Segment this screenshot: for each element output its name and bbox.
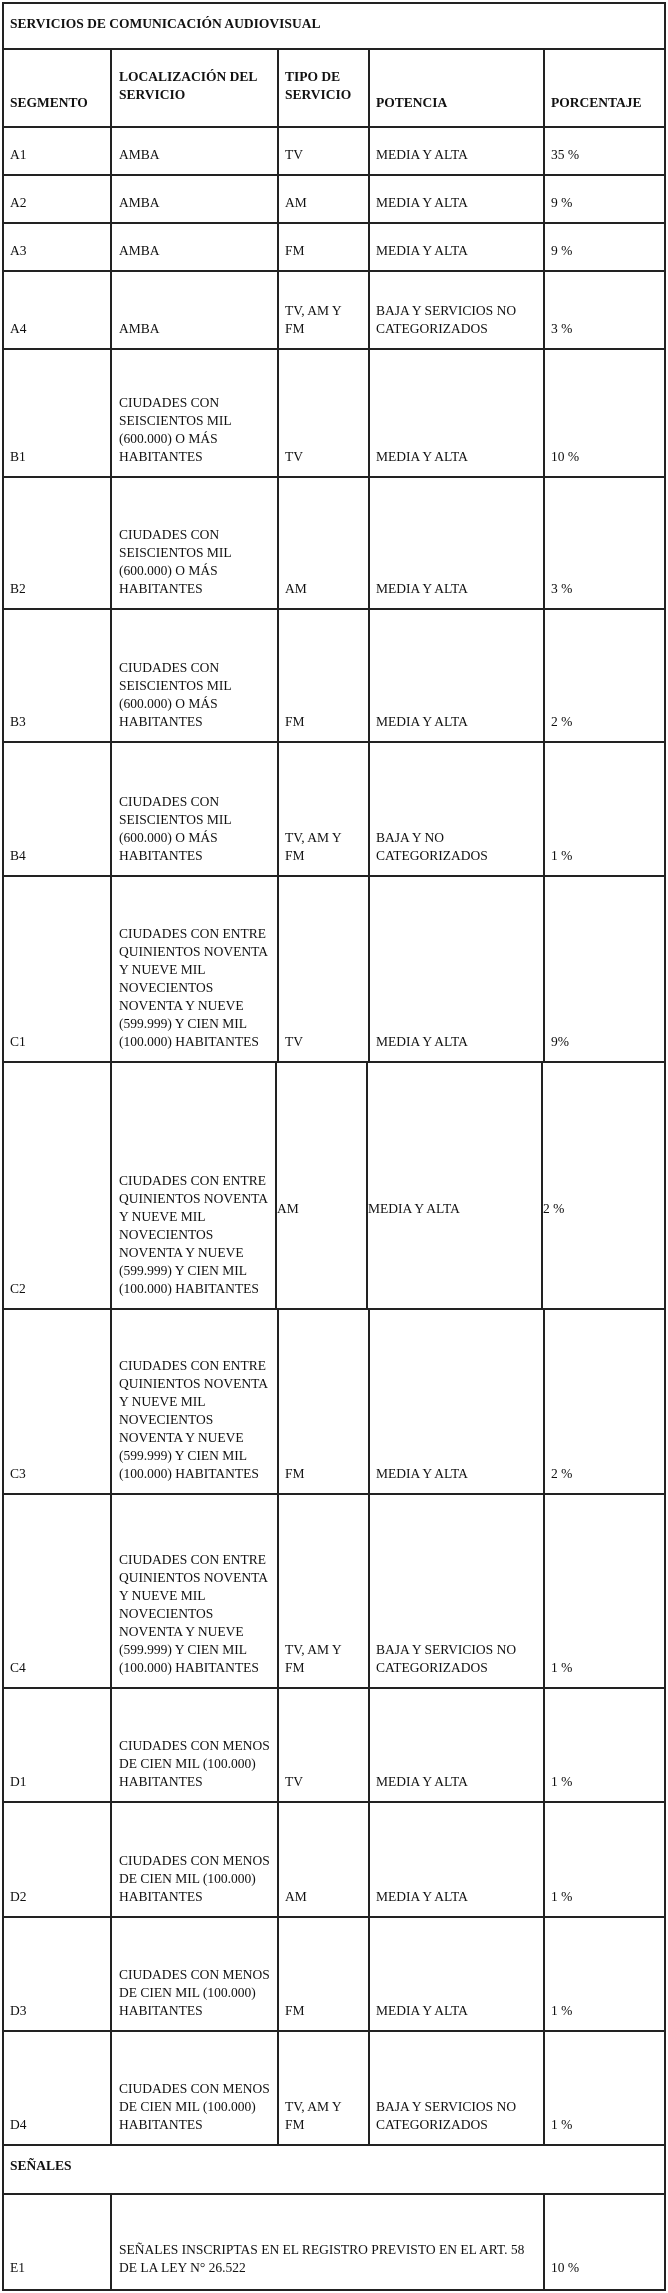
cell-localizacion: CIUDADES CON SEISCIENTOS MIL (600.000) O MÁS HABITANTES [119, 395, 232, 464]
cell-porcentaje: 2 % [543, 1201, 565, 1216]
cell-localizacion: CIUDADES CON ENTRE QUINIENTOS NOVENTA Y NUEVE MIL NOVECIENTOS NOVENTA Y NUEVE (599.999) Y CIEN MIL (100.000) HABITANTES [119, 926, 269, 1049]
row-divider [2, 476, 666, 478]
cell-segmento: A2 [10, 195, 27, 210]
column-header-tipo: TIPO DE SERVICIO [285, 69, 352, 102]
section-title-divider [2, 48, 666, 50]
row-divider [2, 1916, 666, 1918]
row-column-line [277, 128, 279, 176]
cell-potencia: MEDIA Y ALTA [368, 1201, 460, 1216]
cell-porcentaje: 1 % [551, 1774, 573, 1789]
row-column-line [110, 743, 112, 877]
header-column-line [110, 50, 112, 128]
cell-segmento: C3 [10, 1466, 26, 1481]
cell-segmento: D1 [10, 1774, 27, 1789]
row-column-line [368, 610, 370, 743]
row-column-line [277, 350, 279, 478]
row-column-line [543, 176, 545, 224]
senales-border-left [2, 2146, 4, 2291]
cell-localizacion: CIUDADES CON MENOS DE CIEN MIL (100.000) HABITANTES [119, 1853, 270, 1904]
row-column-line [110, 224, 112, 272]
row-column-line [368, 1689, 370, 1803]
row-column-line [277, 610, 279, 743]
row-column-line [543, 1689, 545, 1803]
cell-tipo: TV, AM Y FM [285, 2099, 342, 2132]
cell-potencia: MEDIA Y ALTA [376, 147, 468, 162]
cell-segmento: D2 [10, 1889, 27, 1904]
cell-porcentaje: 9 % [551, 195, 573, 210]
row-column-line [543, 877, 545, 1063]
row-column-line [277, 176, 279, 224]
cell-segmento: B3 [10, 714, 26, 729]
row-column-line [368, 128, 370, 176]
row-divider [2, 1061, 666, 1063]
cell-localizacion: CIUDADES CON ENTRE QUINIENTOS NOVENTA Y NUEVE MIL NOVECIENTOS NOVENTA Y NUEVE (599.999) Y CIEN MIL (100.000) HABITANTES [119, 1358, 269, 1481]
row-column-line [366, 1063, 368, 1310]
cell-porcentaje: 9% [551, 1034, 569, 1049]
row-column-line [368, 1495, 370, 1689]
row-divider [2, 1493, 666, 1495]
row-column-line [541, 1063, 543, 1310]
cell-localizacion: AMBA [119, 321, 160, 336]
row-column-line [543, 1918, 545, 2032]
row-column-line [110, 1495, 112, 1689]
cell-potencia: MEDIA Y ALTA [376, 1034, 468, 1049]
row-column-line [543, 272, 545, 350]
cell-tipo: TV, AM Y FM [285, 1642, 342, 1675]
column-header-localizacion: LOCALIZACIÓN DEL SERVICIO [119, 69, 258, 102]
cell-tipo: TV [285, 449, 303, 464]
row-column-line [277, 743, 279, 877]
cell-potencia: MEDIA Y ALTA [376, 243, 468, 258]
row-column-line [277, 1918, 279, 2032]
row-column-line [110, 1803, 112, 1918]
row-column-line [277, 877, 279, 1063]
cell-porcentaje: 2 % [551, 714, 573, 729]
cell-porcentaje: 35 % [551, 147, 580, 162]
cell-localizacion: CIUDADES CON MENOS DE CIEN MIL (100.000) HABITANTES [119, 1967, 270, 2018]
row-column-line [543, 1310, 545, 1495]
header-row-divider [2, 126, 666, 128]
row-column-line [543, 1803, 545, 1918]
row-column-line [543, 2032, 545, 2146]
row-column-line [277, 2032, 279, 2146]
row-column-line [368, 478, 370, 610]
row-divider [2, 875, 666, 877]
row-divider [2, 174, 666, 176]
cell-porcentaje: 9 % [551, 243, 573, 258]
cell-potencia: BAJA Y NO CATEGORIZADOS [376, 830, 488, 863]
cell-localizacion: CIUDADES CON MENOS DE CIEN MIL (100.000) HABITANTES [119, 1738, 270, 1789]
senales-title-divider [2, 2193, 666, 2195]
cell-potencia: MEDIA Y ALTA [376, 714, 468, 729]
cell-tipo: AM [285, 1889, 307, 1904]
cell-potencia: MEDIA Y ALTA [376, 195, 468, 210]
row-divider [2, 2030, 666, 2032]
cell-segmento: C2 [10, 1281, 26, 1296]
cell-tipo: FM [285, 1466, 305, 1481]
cell-localizacion: CIUDADES CON ENTRE QUINIENTOS NOVENTA Y NUEVE MIL NOVECIENTOS NOVENTA Y NUEVE (599.999) Y CIEN MIL (100.000) HABITANTES [119, 1173, 269, 1296]
cell-segmento: D3 [10, 2003, 27, 2018]
cell-potencia: BAJA Y SERVICIOS NO CATEGORIZADOS [376, 2099, 517, 2132]
cell-localizacion: AMBA [119, 243, 160, 258]
row-divider [2, 1687, 666, 1689]
row-column-line [543, 478, 545, 610]
row-column-line [277, 1689, 279, 1803]
cell-potencia: BAJA Y SERVICIOS NO CATEGORIZADOS [376, 1642, 517, 1675]
row-column-line [543, 743, 545, 877]
cell-segmento: B2 [10, 581, 26, 596]
cell-segmento: C4 [10, 1660, 26, 1675]
cell-localizacion: CIUDADES CON SEISCIENTOS MIL (600.000) O MÁS HABITANTES [119, 527, 232, 596]
cell-tipo: TV [285, 147, 303, 162]
cell-tipo: TV, AM Y FM [285, 830, 342, 863]
cell-segmento: A1 [10, 147, 27, 162]
row-column-line [110, 478, 112, 610]
cell-segmento: A3 [10, 243, 27, 258]
cell-segmento: C1 [10, 1034, 26, 1049]
row-divider [2, 2144, 666, 2146]
row-column-line [368, 350, 370, 478]
cell-tipo: FM [285, 2003, 305, 2018]
row-column-line [543, 1495, 545, 1689]
cell-porcentaje: 10 % [551, 449, 580, 464]
row-column-line [368, 743, 370, 877]
row-divider [2, 608, 666, 610]
senales-column-line [110, 2195, 112, 2291]
row-column-line [110, 176, 112, 224]
row-column-line [277, 1495, 279, 1689]
cell-segmento: B4 [10, 848, 26, 863]
header-column-line [543, 50, 545, 128]
row-divider [2, 270, 666, 272]
senales-cell-descripcion: SEÑALES INSCRIPTAS EN EL REGISTRO PREVISTO EN EL ART. 58 DE LA LEY N° 26.522 [119, 2242, 525, 2275]
cell-segmento: A4 [10, 321, 27, 336]
cell-segmento: B1 [10, 449, 26, 464]
cell-potencia: MEDIA Y ALTA [376, 2003, 468, 2018]
cell-porcentaje: 1 % [551, 2117, 573, 2132]
cell-tipo: TV [285, 1774, 303, 1789]
senales-cell-segmento: E1 [10, 2260, 25, 2275]
table-border-left [2, 2, 4, 2146]
column-header-potencia: POTENCIA [376, 95, 448, 110]
row-column-line [277, 1803, 279, 1918]
cell-porcentaje: 1 % [551, 1889, 573, 1904]
row-column-line [110, 1310, 112, 1495]
cell-tipo: AM [285, 581, 307, 596]
senales-cell-porcentaje: 10 % [551, 2260, 580, 2275]
row-column-line [277, 224, 279, 272]
row-column-line [277, 1310, 279, 1495]
cell-localizacion: AMBA [119, 195, 160, 210]
cell-tipo: FM [285, 243, 305, 258]
cell-localizacion: CIUDADES CON SEISCIENTOS MIL (600.000) O MÁS HABITANTES [119, 660, 232, 729]
row-divider [2, 1801, 666, 1803]
cell-potencia: MEDIA Y ALTA [376, 1774, 468, 1789]
cell-localizacion: CIUDADES CON ENTRE QUINIENTOS NOVENTA Y NUEVE MIL NOVECIENTOS NOVENTA Y NUEVE (599.999) Y CIEN MIL (100.000) HABITANTES [119, 1552, 269, 1675]
cell-porcentaje: 1 % [551, 1660, 573, 1675]
row-divider [2, 741, 666, 743]
cell-tipo: TV [285, 1034, 303, 1049]
senales-title: SEÑALES [10, 2158, 72, 2173]
row-column-line [368, 176, 370, 224]
table-border-bottom [2, 2289, 666, 2291]
cell-tipo: FM [285, 714, 305, 729]
row-column-line [110, 2032, 112, 2146]
section-title: SERVICIOS DE COMUNICACIÓN AUDIOVISUAL [10, 16, 321, 31]
row-column-line [110, 272, 112, 350]
row-column-line [277, 272, 279, 350]
column-header-porcentaje: PORCENTAJE [551, 95, 642, 110]
row-column-line [110, 350, 112, 478]
row-column-line [277, 478, 279, 610]
cell-potencia: MEDIA Y ALTA [376, 1466, 468, 1481]
cell-potencia: BAJA Y SERVICIOS NO CATEGORIZADOS [376, 303, 517, 336]
row-column-line [110, 610, 112, 743]
row-column-line [543, 350, 545, 478]
senales-border-right [664, 2146, 666, 2291]
row-column-line [110, 1063, 112, 1310]
row-column-line [368, 877, 370, 1063]
row-column-line [110, 1689, 112, 1803]
cell-porcentaje: 1 % [551, 848, 573, 863]
row-divider [2, 348, 666, 350]
header-column-line [277, 50, 279, 128]
row-column-line [110, 1918, 112, 2032]
row-column-line [110, 128, 112, 176]
senales-column-line [543, 2195, 545, 2291]
cell-porcentaje: 3 % [551, 321, 573, 336]
cell-potencia: MEDIA Y ALTA [376, 581, 468, 596]
row-divider [2, 1308, 666, 1310]
row-column-line [543, 610, 545, 743]
row-column-line [368, 1803, 370, 1918]
cell-porcentaje: 3 % [551, 581, 573, 596]
row-column-line [110, 877, 112, 1063]
cell-potencia: MEDIA Y ALTA [376, 449, 468, 464]
cell-localizacion: CIUDADES CON MENOS DE CIEN MIL (100.000) HABITANTES [119, 2081, 270, 2132]
column-header-segmento: SEGMENTO [10, 95, 88, 110]
cell-tipo: TV, AM Y FM [285, 303, 342, 336]
row-column-line [368, 224, 370, 272]
cell-segmento: D4 [10, 2117, 27, 2132]
row-column-line [368, 272, 370, 350]
row-column-line [368, 1918, 370, 2032]
row-column-line [368, 2032, 370, 2146]
cell-tipo: AM [277, 1201, 299, 1216]
row-divider [2, 222, 666, 224]
row-column-line [275, 1063, 277, 1310]
cell-localizacion: CIUDADES CON SEISCIENTOS MIL (600.000) O MÁS HABITANTES [119, 794, 232, 863]
table-border-top [2, 2, 666, 4]
row-column-line [543, 224, 545, 272]
header-column-line [368, 50, 370, 128]
row-column-line [543, 128, 545, 176]
cell-potencia: MEDIA Y ALTA [376, 1889, 468, 1904]
cell-tipo: AM [285, 195, 307, 210]
cell-porcentaje: 2 % [551, 1466, 573, 1481]
table-border-right [664, 2, 666, 2146]
cell-localizacion: AMBA [119, 147, 160, 162]
cell-porcentaje: 1 % [551, 2003, 573, 2018]
row-column-line [368, 1310, 370, 1495]
